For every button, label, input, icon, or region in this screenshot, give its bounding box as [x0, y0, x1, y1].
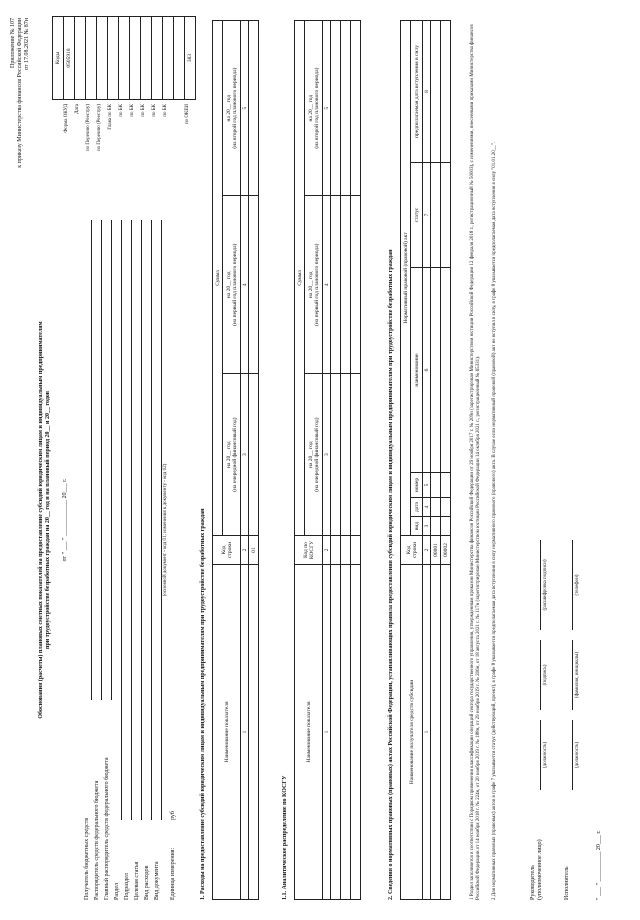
exec-phone-line[interactable]: [572, 540, 573, 630]
col-num: 2: [423, 536, 431, 565]
cell[interactable]: [441, 473, 451, 498]
cell[interactable]: [351, 565, 361, 900]
code-cell[interactable]: [97, 17, 108, 100]
cell[interactable]: [249, 21, 259, 196]
year-sublabel: (на второй год планового периода): [231, 67, 238, 149]
code-label: по БК: [152, 104, 157, 117]
field-input-line[interactable]: [111, 220, 112, 700]
year-sublabel: (на первый год планового периода): [231, 243, 238, 326]
col-num: 3: [241, 374, 249, 536]
col-num: 1: [323, 565, 331, 900]
code-label: по БК: [163, 104, 168, 117]
head-sublabel: (уполномоченное лицо): [537, 839, 543, 900]
col-num: 3: [323, 374, 331, 536]
cell[interactable]: [331, 196, 341, 374]
head-label-text: Руководитель: [530, 865, 536, 900]
col-num: 2: [241, 536, 249, 565]
col-num: 3: [423, 517, 431, 536]
cell[interactable]: [431, 565, 441, 900]
code-cell[interactable]: [108, 17, 119, 100]
col-name-header: Наименование получателя средств субсидии: [401, 565, 423, 900]
exec-fio-line[interactable]: [572, 640, 573, 710]
cell[interactable]: [431, 473, 441, 498]
field-row: [170, 200, 180, 900]
title-date: от " ___ " ____________ 20___ г.: [62, 478, 68, 562]
appendix-block: [10, 18, 31, 278]
year-label: на 20__ год: [307, 94, 314, 122]
row-code: 00001: [431, 536, 441, 565]
table-row: [331, 21, 341, 900]
code-cell[interactable]: [163, 17, 174, 100]
exec-label: Исполнитель: [564, 866, 570, 900]
col-num: 5: [323, 21, 331, 196]
code-cell[interactable]: [141, 17, 152, 100]
exec-position-line[interactable]: [572, 720, 573, 790]
year-label: на 20__ год: [307, 271, 314, 299]
year3-header: [305, 21, 323, 196]
cell[interactable]: [351, 374, 361, 536]
col-code-header: Код по КОСГУ: [295, 536, 323, 565]
field-input-line[interactable]: [131, 220, 132, 820]
field-row: [144, 200, 154, 900]
section2-table: [400, 20, 451, 900]
head-label: [530, 839, 544, 900]
year-sublabel: (на первый год планового периода): [313, 243, 320, 326]
field-row: [124, 200, 134, 900]
cell[interactable]: [441, 517, 451, 536]
cell[interactable]: [441, 21, 451, 163]
signature-date: " ___ " __________ 20___ г.: [596, 830, 602, 900]
code-okud[interactable]: 0505918: [64, 17, 75, 100]
year-label: на 20__ год: [307, 441, 314, 468]
field-label: Раздел: [114, 883, 120, 900]
cell[interactable]: [431, 163, 441, 268]
table-row: [351, 21, 361, 900]
cell[interactable]: [331, 536, 341, 565]
code-label: Дата: [75, 104, 80, 114]
doc-hint: (основной документ - код 01; изменения к документу - код 02): [163, 463, 168, 597]
col-num: 6: [423, 268, 431, 473]
cell[interactable]: [431, 268, 441, 473]
code-cell[interactable]: [174, 17, 185, 100]
field-row: [114, 200, 124, 900]
row-code: 00002: [441, 536, 451, 565]
head-sign-line[interactable]: [540, 640, 541, 710]
section1-title: 1. Расходы на предоставление субсидий юридическим лицам и индивидуальным предпринимателям при трудоустройстве безработных граждан: [200, 508, 206, 900]
pos-hint: (должность): [543, 741, 548, 769]
act-col: предполагаемая дата вступления в силу: [411, 21, 423, 163]
cell[interactable]: [249, 196, 259, 374]
field-row: [154, 200, 168, 900]
col-num: 5: [241, 21, 249, 196]
year1-header: [305, 374, 323, 536]
year-sublabel: (на второй год планового периода): [313, 67, 320, 149]
cell[interactable]: [441, 163, 451, 268]
cell[interactable]: [341, 196, 351, 374]
act-col: номер: [411, 473, 423, 498]
act-col: вид: [411, 517, 423, 536]
cell[interactable]: [341, 21, 351, 196]
cell[interactable]: [249, 374, 259, 536]
cell[interactable]: [331, 21, 341, 196]
code-okei[interactable]: 383: [185, 17, 196, 100]
field-input-line[interactable]: [121, 220, 122, 820]
codes-header: Коды: [53, 17, 64, 100]
cell[interactable]: [441, 565, 451, 900]
code-label: по БК: [130, 104, 135, 117]
field-row: [104, 200, 114, 900]
cell[interactable]: [351, 196, 361, 374]
col-name-header: Наименование показателя: [213, 565, 241, 900]
year1-header: [223, 374, 241, 536]
fio-hint: (фамилия, инициалы): [575, 651, 580, 699]
head-position-line[interactable]: [540, 720, 541, 790]
appendix-line: от 17.08.2021 № 87н: [24, 18, 30, 70]
cell[interactable]: [431, 517, 441, 536]
code-label: по ОКЕИ: [185, 104, 190, 125]
unit-value: руб: [170, 811, 176, 820]
col-num: 1: [241, 565, 249, 900]
appendix-line: Приложение № 107: [10, 18, 16, 68]
field-row: [94, 200, 104, 900]
table-row: [341, 21, 351, 900]
code-cell[interactable]: [152, 17, 163, 100]
code-label: Форма ОКУД: [64, 104, 69, 133]
act-col: статус: [411, 163, 423, 268]
col-num: 4: [323, 196, 331, 374]
code-label: по Перечню (Реестру): [86, 104, 91, 152]
table-row: [441, 21, 451, 900]
field-input-line[interactable]: [161, 220, 162, 820]
col-num: 4: [241, 196, 249, 374]
col-code-header: Код строки: [401, 536, 423, 565]
field-label: Получатель бюджетных средств: [84, 817, 90, 900]
col-num: 2: [323, 536, 331, 565]
code-cell[interactable]: [86, 17, 97, 100]
cell[interactable]: [331, 565, 341, 900]
act-col: наименование: [411, 268, 423, 473]
code-cell[interactable]: [130, 17, 141, 100]
col-code-header: Код строки: [213, 536, 241, 565]
col-num: 8: [423, 21, 431, 163]
header-fields: [84, 200, 180, 900]
phone-hint: (телефон): [575, 574, 580, 596]
title-line: при трудоустройстве безработных граждан на 20__ год и на плановый период 20__ и 20__ годов: [45, 391, 51, 650]
cell[interactable]: [331, 374, 341, 536]
table-row: [249, 21, 259, 900]
pos-hint: (должность): [575, 741, 580, 769]
cell[interactable]: [351, 21, 361, 196]
row-code: 01: [249, 536, 259, 565]
field-label: Подраздел: [124, 873, 130, 900]
field-label: Единица измерения:: [170, 847, 176, 900]
col-num: 1: [423, 565, 431, 900]
cell[interactable]: [441, 498, 451, 517]
code-label: по Перечню (Реестру): [97, 104, 102, 152]
sign-hint: (подпись): [543, 664, 548, 686]
field-input-line[interactable]: [151, 220, 152, 820]
title-line: Обоснования (расчеты) плановых сметных показателей на предоставление субсидий юридическим лицам и индивидуальным предпринимателям: [38, 321, 44, 719]
col-num: 4: [423, 498, 431, 517]
field-label: Вид документа: [154, 861, 160, 900]
cell[interactable]: [431, 498, 441, 517]
section11-title: 1.1. Аналитическое распределение по КОСГУ: [282, 775, 288, 900]
code-cell[interactable]: [119, 17, 130, 100]
year-sublabel: (на очередной финансовый год): [313, 417, 320, 492]
code-cell[interactable]: [75, 17, 86, 100]
footnote-1: 1 Раздел заполняется в соответствии с Порядком применения классификации операций сектора государственного управления, утвержденным приказом Министерства финансов Российской Федерации от 29 ноября 2017 г. № 209н (зарегистрирован Министерством юстиции Российской Федерации 12 февраля 2018 г., регистрационный № 50003), с изменениями, внесенными приказами Министерства финансов Российской Федерации от 14 ноября 2018 г. № 224н, от 20 ноября 2019 г. № 188н, от 29 ноября 2019 г. № 206н, от 18 августа 2021 г. № 117н (зарегистрирован Министерством юстиции Российской Федерации 14 октября 2021 г., регистрационный № 65331).: [470, 24, 481, 900]
col-name-header: Наименование показателя: [295, 565, 323, 900]
cell[interactable]: [341, 536, 351, 565]
document-title: [38, 200, 52, 840]
signatures-block: [530, 500, 620, 900]
cell[interactable]: [351, 536, 361, 565]
field-row: [84, 200, 94, 900]
code-label: Глава по БК: [108, 104, 113, 130]
decode-hint: (расшифровка подписи): [543, 559, 548, 611]
year-label: на 20__ год: [225, 441, 232, 468]
year-label: на 20__ год: [225, 94, 232, 122]
code-label: по БК: [119, 104, 124, 117]
cell[interactable]: [249, 565, 259, 900]
field-input-line[interactable]: [101, 220, 102, 700]
code-label: по БК: [141, 104, 146, 117]
field-input-line[interactable]: [91, 220, 92, 700]
section1-table: [212, 20, 259, 900]
field-row: [134, 200, 144, 900]
footnote-2: 2 Для нормативных правовых (правовых) актов в графе 7 указывается статус (действующий, проект), в графе 8 указывается предполагаемая дата вступления в силу нормативного правового (правового) акта. В случае если нормативный правовой (правовой) акт не вступил в силу, в графе 8 указывается предполагаемая дата вступления в силу "01.01.20__".: [492, 141, 497, 900]
year2-header: [223, 196, 241, 374]
appendix-line: к приказу Министерства финансов Российской Федерации: [17, 18, 23, 168]
cell[interactable]: [341, 565, 351, 900]
section11-table: [294, 20, 361, 900]
codes-table: [52, 16, 196, 100]
cell[interactable]: [431, 21, 441, 163]
sum-header: Сумма: [213, 21, 223, 536]
act-header: Нормативный правовой (правовой) акт: [401, 21, 411, 536]
year-sublabel: (на очередной финансовый год): [231, 417, 238, 492]
section2-title: 2. Сведения о нормативных правовых (правовых) актах Российской Федерации, устанавливающих правила предоставления субсидий юридическим лицам и индивидуальным предпринимателям при трудоустройстве безработных граждан: [388, 249, 394, 900]
act-col: дата: [411, 498, 423, 517]
cell[interactable]: [341, 374, 351, 536]
field-label: Целевая статья: [134, 861, 140, 900]
head-decode-line[interactable]: [540, 540, 541, 630]
field-label: Распорядитель средств федерального бюджета: [94, 780, 100, 900]
sum-header: Сумма: [295, 21, 305, 536]
year3-header: [223, 21, 241, 196]
field-label: Вид расходов: [144, 865, 150, 900]
cell[interactable]: [441, 268, 451, 473]
field-input-line[interactable]: [141, 220, 142, 820]
field-label: Главный распорядитель средств федерального бюджета: [104, 757, 110, 900]
col-num: 5: [423, 473, 431, 498]
year2-header: [305, 196, 323, 374]
col-num: 7: [423, 163, 431, 268]
year-label: на 20__ год: [225, 271, 232, 299]
table-row: [431, 21, 441, 900]
